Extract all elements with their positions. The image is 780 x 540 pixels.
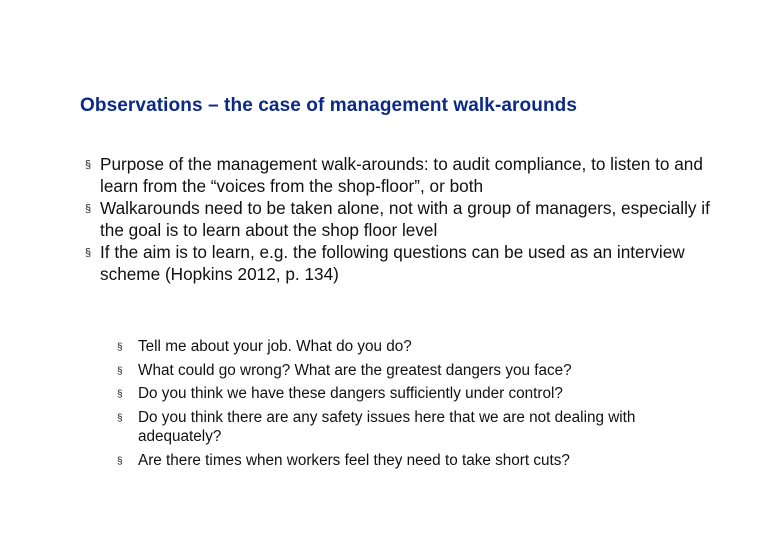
- bullet-marker-icon: §: [117, 389, 123, 400]
- bullet-item: [83, 153, 723, 197]
- bullet-marker-icon: §: [117, 365, 123, 377]
- bullet-marker-icon: §: [85, 247, 92, 259]
- bullet-marker-icon: §: [85, 159, 92, 171]
- sub-bullet-item: [117, 384, 707, 404]
- slide-title: Observations – the case of management walk-arounds: [80, 95, 578, 116]
- sub-bullet-item: [117, 361, 707, 381]
- sub-bullet-item: [117, 408, 707, 447]
- bullet-list: [83, 153, 723, 285]
- sub-bullet-text: Are there times when workers feel they need to take short cuts?: [138, 451, 570, 469]
- sub-bullet-text: Tell me about your job. What do you do?: [138, 338, 412, 355]
- sub-bullet-text: What could go wrong? What are the greatest dangers you face?: [138, 361, 572, 379]
- sub-bullet-item: [117, 337, 707, 357]
- sub-bullet-text: Do you think we have these dangers sufficiently under control?: [138, 385, 563, 402]
- bullet-marker-icon: §: [117, 412, 123, 424]
- sub-bullet-item: [117, 451, 707, 471]
- bullet-marker-icon: §: [117, 342, 123, 353]
- sub-bullet-text: Do you think there are any safety issues here that we are not dealing with adequately?: [138, 408, 636, 445]
- bullet-text: Walkarounds need to be taken alone, not with a group of managers, especially if the goal is to learn about the shop floor level: [100, 198, 710, 240]
- sub-bullet-list: [117, 337, 707, 474]
- bullet-item: [83, 241, 723, 285]
- bullet-item: [83, 197, 723, 241]
- bullet-marker-icon: §: [117, 455, 123, 467]
- bullet-marker-icon: §: [85, 203, 92, 215]
- bullet-text: If the aim is to learn, e.g. the following questions can be used as an interview scheme (Hopkins 2012, p. 134): [100, 242, 685, 284]
- bullet-text: Purpose of the management walk-arounds: to audit compliance, to listen to and learn from the “voices from the shop-floor”, or both: [100, 154, 703, 196]
